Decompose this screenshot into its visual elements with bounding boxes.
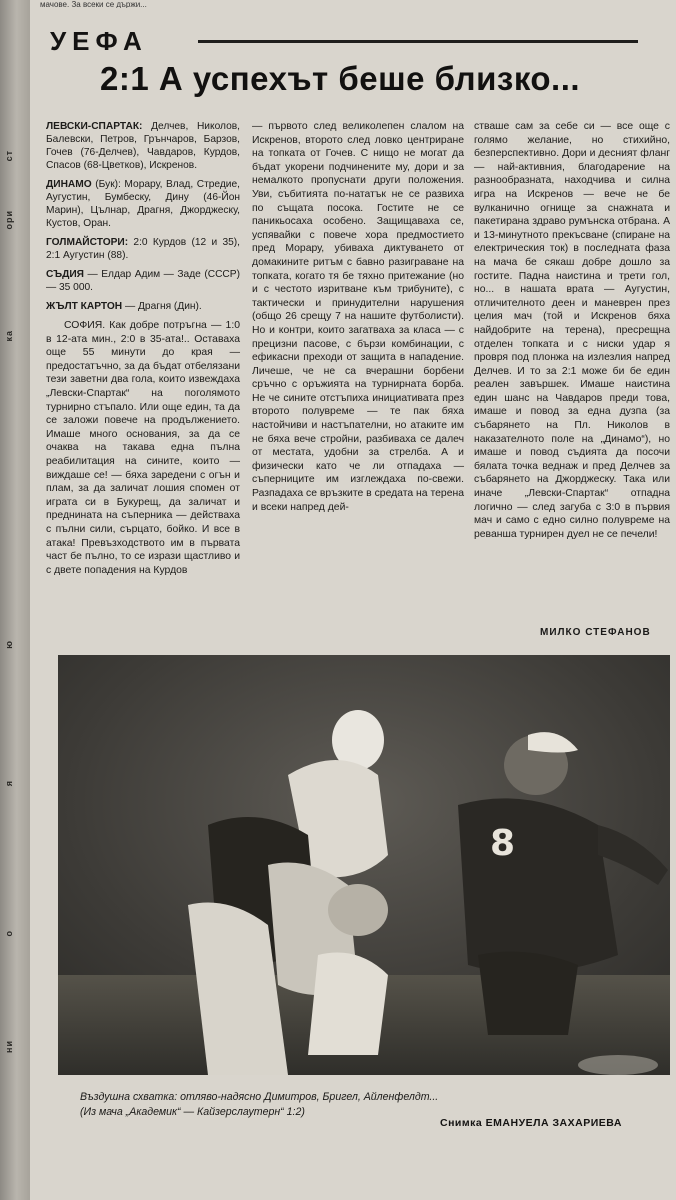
gutter-fragment: ори: [4, 210, 14, 230]
article-body-part-1: СОФИЯ. Как добре потръгна — 1:0 в 12-ата мин., 2:0 в 35-ата!.. Оставаха още 55 минути до края — предостатъчно, за да бъдат отбелязани тези заветни два гола, които извеждаха „Левски-Спартак“ на поголямото турнирно стъпало. Или още един, та да се заложи повече на продължението. Имаше много основания, за да се очаква на такава една пълна реабилитация на сините, които — виждаше се! — бяха заредени с огън и плам, за да заличат лошия спомен от играта си в Букурещ, да заличат и преднината на съперника — действаха с пълни сили, сърцато, бойко. И все в атака! Превъзходството им в първата част бе пълно, то се изрази щастливо и с двете попадения на Курдов: [46, 320, 240, 576]
team-name: ЛЕВСКИ-СПАРТАК:: [46, 121, 143, 132]
goals-text: 2:0 Курдов (12 и 35), 2:1 Аугустин (88).: [46, 237, 240, 261]
caption-line-2: (Из мача „Академик“ — Кайзерслаутерн“ 1:2): [80, 1106, 305, 1118]
gutter-fragment: я: [4, 780, 14, 787]
page-gutter: [0, 0, 30, 1200]
card-text: — Драгня (Дин).: [124, 301, 202, 312]
team-city: (Бук):: [95, 179, 121, 190]
previous-article-fragment: мачове. За всеки се държи...: [40, 0, 147, 8]
team-players: Морару, Влад, Стредие, Аугустин, Бумбеску, Дину (46-Йон Марин), Цълнар, Драгня, Джорджеску, Кустов, Оран.: [46, 179, 240, 229]
gutter-fragment: ю: [4, 640, 14, 649]
photo-caption: [80, 1090, 660, 1120]
article-column-2: [252, 120, 464, 514]
article-column-3: [474, 120, 670, 541]
lineup-levski: [46, 120, 240, 172]
team-players: Делчев, Николов, Балевски, Петров, Грънчаров, Барзов, Гочев (76-Делчев), Чавдаров, Курдов, Спасов (68-Цветков), Искренов.: [46, 121, 240, 171]
section-label: УЕФА: [50, 26, 148, 56]
goals-label: ГОЛМАЙСТОРИ:: [46, 237, 129, 248]
article-headline: 2:1 А успехът беше близко...: [100, 60, 581, 97]
jersey-number: 8: [490, 823, 516, 864]
article-body-part-2: — първото след великолепен слалом на Искренов, второто след ловко центриране на топката от Гочев. С нищо не могат да бъдат укорени подчинените му, дори и за немалкото пропуснати други положения. Уви, събитията по-нататък не се развиха по същата посока. Гостите не се паникьосаха особено. Защищаваха се, успявайки с повече хора предмостието пред Морару, убиваха диктуването от домакините ритъм с бавно разиграване на топката, когато тя бе тяхно притежание (но и с честото изритване към трибуните), с тактически и принудителни нарушения (общо 26 срещу 7 на нашите футболисти). Но и контри, които загатваха за класа — с прецизни пасове, с бързи комбинации, с ефикасни преходи от защита в нападение. Личеше, че не са вчерашни борбени сръчно с оръжията на турнирната борба. Не че сините отстъпиха инициативата през второто полувреме — те пак бяха настойчиви и настъпателни, но атаките им не бяха вече стройни, разбиваха се далеч от местата, удобни за стрелба. А и физически като че ли отпадаха — съперниците им изглеждаха по-свежи. Разпадаха се връзките в средата на терена и всеки напред дей-: [252, 121, 464, 513]
referee-info: [46, 268, 240, 294]
photo-credit: Снимка ЕМАНУЕЛА ЗАХАРИЕВА: [440, 1117, 622, 1129]
goal-scorers: [46, 236, 240, 262]
team-name: ДИНАМО: [46, 179, 92, 190]
gutter-fragment: ст: [4, 150, 14, 162]
card-label: ЖЪЛТ КАРТОН: [46, 301, 123, 312]
caption-line-1: Въздушна схватка: отляво-надясно Димитров, Бригел, Айленфелдт...: [80, 1091, 439, 1103]
gutter-fragment: ни: [4, 1040, 14, 1053]
photo-image: [58, 655, 670, 1075]
article-body-part-3: стваше сам за себе си — все още с голямо желание, но стихийно, безперспективно. Дори и десният фланг — най-активния, благодарение на разнообразната, находчива и силна игра на Искренов — вече не бе вулканично огнище за снажната и пакетирана здраво румънска отбрана. А и 13-минутното прекъсване (спиране на електрическия ток) в последната фаза на мача бе сякаш добре дошло за гостите. Падна наистина и трети гол, но... в нашата врата — Аугустин, отличителното деен и маневрен през целия мач (той и Искренов бяха найдобрите на терена), пресрещна отделен топката и с ниски удар я провря под плонжа на излезлия напред Делчев. И то за 2:1 може би бе един реален завършек. Имаше наистина един шанс на Чавдаров преди това, имаше и повод за една дузпа (за събарянето на Пл. Николов в наказателното поле на „Динамо“), но имаше и повод съдията да посочи бялата точка веднаж и пред Делчев за събарянето на Джорджеску. Така или иначе „Левски-Спартак“ отпадна логично — след загуба с 3:0 в първия мач и само с едно силно полувреме на реванша турнирен дуел не се печели!: [474, 121, 670, 540]
article-column-1: [46, 120, 240, 577]
referee-label: СЪДИЯ: [46, 269, 84, 280]
article-author: МИЛКО СТЕФАНОВ: [540, 627, 651, 638]
referee-text: — Елдар Адим — Заде (СССР) — 35 000.: [46, 269, 240, 293]
gutter-fragment: о: [4, 930, 14, 937]
match-photo: [58, 655, 670, 1075]
section-rule: [198, 40, 638, 43]
yellow-card-info: [46, 300, 240, 313]
lineup-dinamo: [46, 178, 240, 230]
gutter-fragment: ка: [4, 330, 14, 342]
